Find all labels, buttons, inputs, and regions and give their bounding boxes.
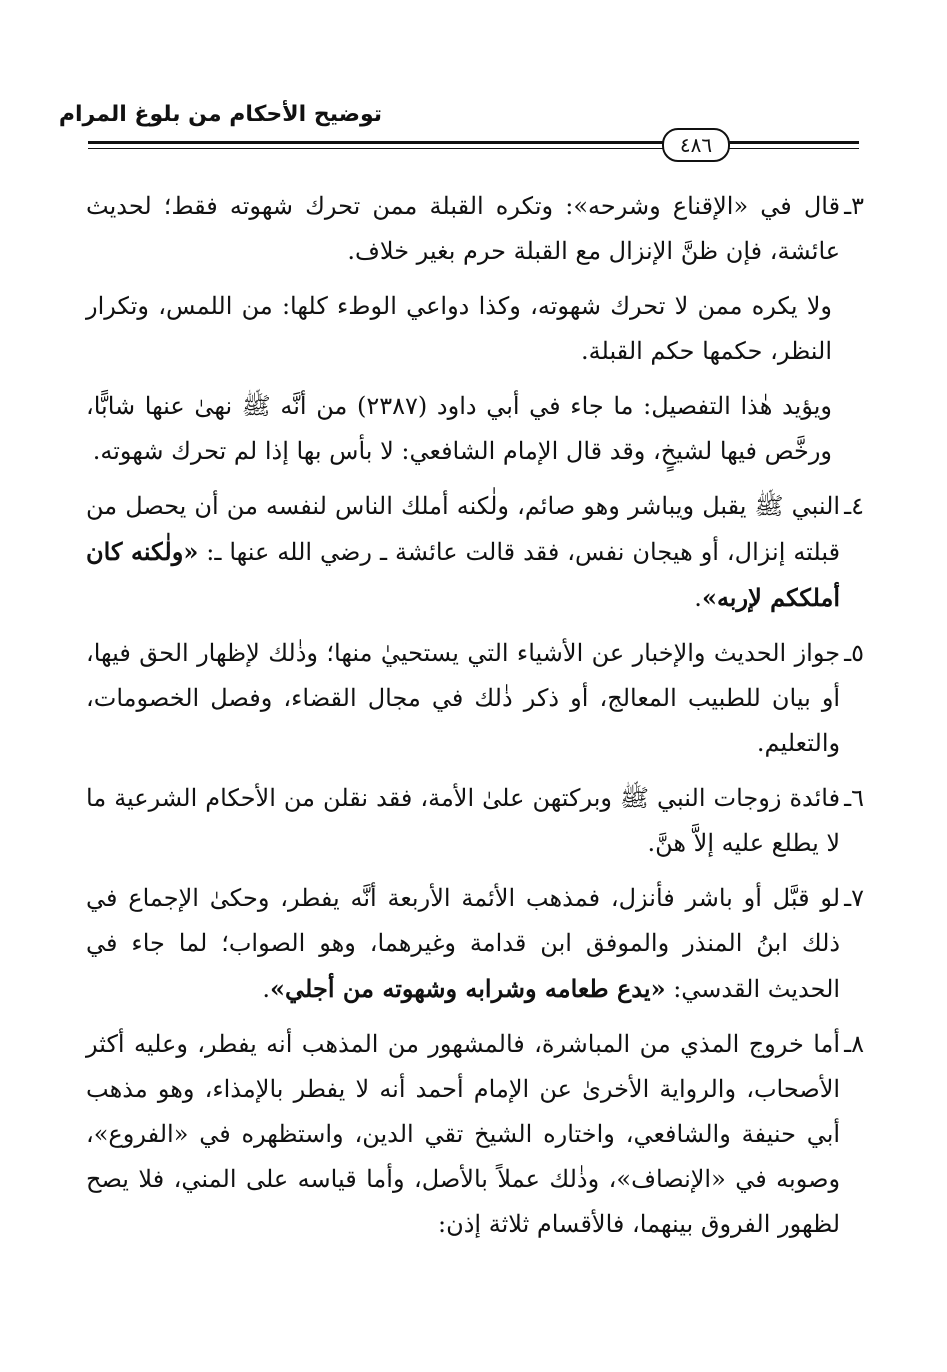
item-text: جواز الحديث والإخبار عن الأشياء التي يستحييٰ منها؛ وذٰلك لإظهار الحق فيها، أو بيان للطبيب المعالج، أو ذكر ذٰلك في مجال القضاء، وفصل الخصومات، والتعليم. xyxy=(86,639,841,757)
paragraph-text: ولا يكره ممن لا تحرك شهوته، وكذا دواعي الوطء كلها: من اللمس، وتكرار النظر، حكمها حكم القبلة. xyxy=(86,292,832,365)
numbered-item-4 xyxy=(86,484,864,621)
paragraph xyxy=(86,384,864,474)
numbered-item-6 xyxy=(86,776,864,866)
item-number: ٧ـ xyxy=(844,884,864,912)
item-text: قال في «الإقناع وشرحه»: وتكره القبلة ممن تحرك شهوته فقط؛ لحديث عائشة، فإن ظنَّ الإنزال مع القبلة حرم بغير خلاف. xyxy=(86,192,841,265)
item-number: ٨ـ xyxy=(844,1030,864,1058)
item-text: النبي ﷺ يقبل ويباشر وهو صائم، ولٰكنه أملك الناس لنفسه من أن يحصل من قبلته إنزال، أو هيجان نفس، فقد قالت عائشة ـ رضي الله عنها ـ: xyxy=(86,492,841,566)
item-text: أما خروج المذي من المباشرة، فالمشهور من المذهب أنه يفطر، وعليه أكثر الأصحاب، والرواية الأخرىٰ عن الإمام أحمد أنه لا يفطر بالإمذاء، وهو مذهب أبي حنيفة والشافعي، واختاره الشيخ تقي الدين، واستظهره في «الفروع»، وصوبه في «الإنصاف»، وذٰلك عملاً بالأصل، وأما قياسه على المني، فلا يصح لظهور الفروق بينهما، فالأقسام ثلاثة إذن: xyxy=(86,1030,841,1238)
hadith-quote: «يدع طعامه وشرابه وشهوته من أجلي» xyxy=(270,974,666,1003)
numbered-item-5 xyxy=(86,631,864,766)
item-text: فائدة زوجات النبي ﷺ وبركتهن علىٰ الأمة، فقد نقلن من الأحكام الشرعية ما لا يطلع عليه إلاَّ هنَّ. xyxy=(86,784,841,857)
running-title: توضيح الأحكام من بلوغ المرام xyxy=(58,102,382,127)
item-number: ٣ـ xyxy=(844,192,864,220)
item-body xyxy=(86,484,840,621)
numbered-item-3 xyxy=(86,184,864,274)
main-text xyxy=(86,184,864,1257)
numbered-item-7 xyxy=(86,876,864,1012)
paragraph xyxy=(86,284,864,374)
item-number: ٤ـ xyxy=(844,492,864,520)
item-number: ٦ـ xyxy=(844,784,864,812)
header-rule-thin xyxy=(88,148,859,149)
item-body xyxy=(86,876,840,1012)
paragraph-text: ويؤيد هٰذا التفصيل: ما جاء في أبي داود (٢٣٨٧) من أنَّه ﷺ نهىٰ عنها شابًّا، ورخَّص فيها لشيخٍ، وقد قال الإمام الشافعي: لا بأس بها إذا لم تحرك شهوته. xyxy=(86,392,832,465)
item-number: ٥ـ xyxy=(844,639,864,667)
hadith-quote: «ولٰكنه كان أملككم لإربه» xyxy=(86,537,841,612)
numbered-item-8 xyxy=(86,1022,864,1247)
item-text: لو قبَّل أو باشر فأنزل، فمذهب الأئمة الأربعة أنَّه يفطر، وحكىٰ الإجماع في ذلك ابنُ المنذر والموفق ابن قدامة وغيرهما، وهو الصواب؛ لما جاء في الحديث القدسي: xyxy=(86,884,841,1003)
page-number xyxy=(662,128,730,162)
item-trailing: . xyxy=(262,975,271,1003)
item-trailing: . xyxy=(694,584,702,612)
header-rule xyxy=(88,141,859,144)
page-number-text: ٤٨٦ xyxy=(679,133,713,157)
